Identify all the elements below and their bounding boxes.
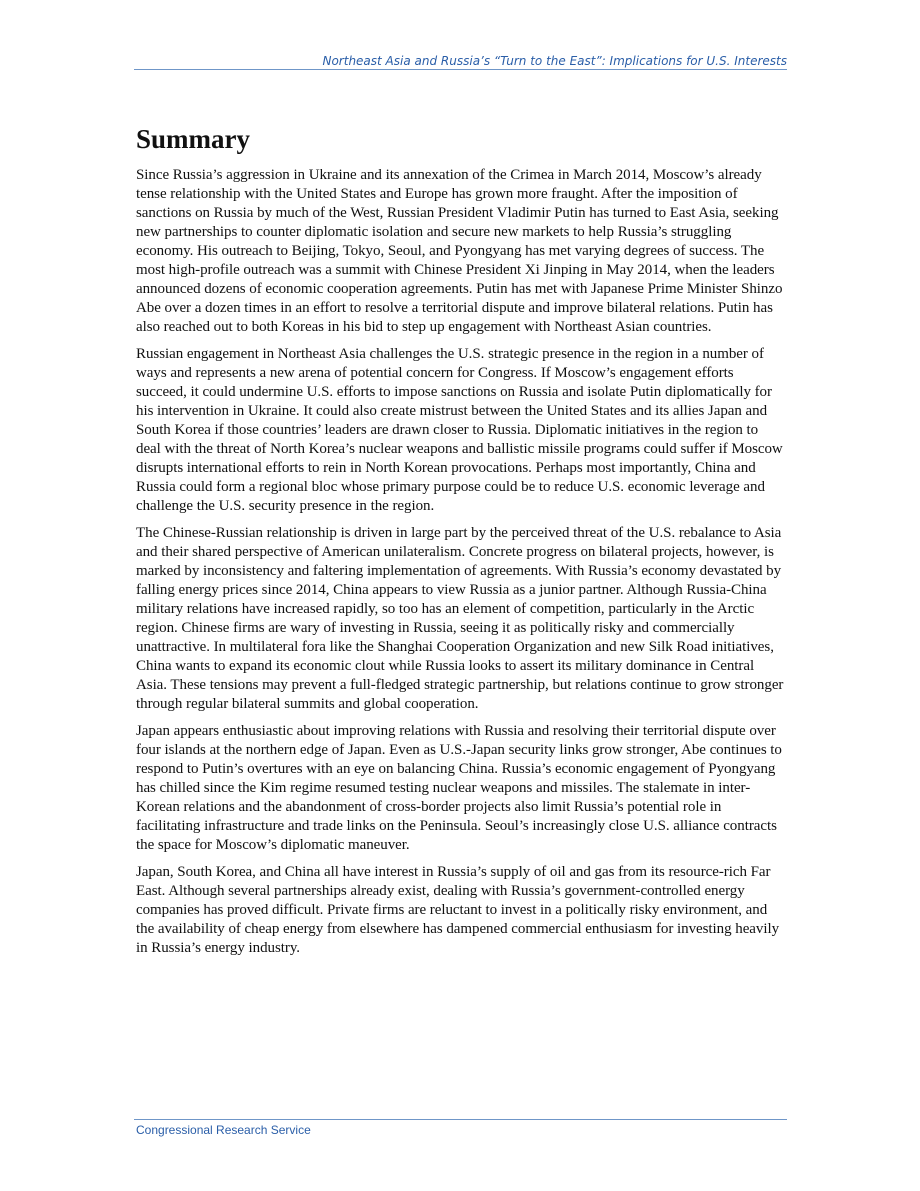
paragraph-4: Japan appears enthusiastic about improving relations with Russia and resolving their territorial dispute over four islands at the northern edge of Japan. Even as U.S.-Japan security links grow stronger, Abe continues to respond to Putin’s overtures with an eye on balancing China. Russia’s economic engagement of Pyongyang has chilled since the Kim regime resumed testing nuclear weapons and missiles. The stalemate in inter-Korean relations and the abandonment of cross-border projects also limit Russia’s potential role in facilitating infrastructure and trade links on the Peninsula. Seoul’s increasingly close U.S. alliance contracts the space for Moscow’s diplomatic maneuver. (136, 723, 782, 853)
header-rule (134, 69, 787, 70)
paragraph-3: The Chinese-Russian relationship is driven in large part by the perceived threat of the U.S. rebalance to Asia and their shared perspective of American unilateralism. Concrete progress on bilateral projects, however, is marked by inconsistency and faltering implementation of agreements. With Russia’s economy devastated by falling energy prices since 2014, China appears to view Russia as a junior partner. Although Russia-China military relations have increased rapidly, so too has an element of competition, particularly in the Arctic region. Chinese firms are wary of investing in Russia, seeing it as politically risky and commercially unattractive. In multilateral fora like the Shanghai Cooperation Organization and new Silk Road initiatives, China wants to expand its economic clout while Russia looks to assert its military dominance in Central Asia. These tensions may prevent a full-fledged strategic partnership, but relations continue to grow stronger through regular bilateral summits and global cooperation. (136, 525, 784, 712)
footer-rule (134, 1119, 787, 1120)
footer-organization: Congressional Research Service (136, 1123, 311, 1137)
paragraph-5: Japan, South Korea, and China all have interest in Russia’s supply of oil and gas from its resource-rich Far East. Although several partnerships already exist, dealing with Russia’s government-controlled energy companies has proved difficult. Private firms are reluctant to invest in a politically risky environment, and the availability of cheap energy from elsewhere has dampened commercial enthusiasm for investing heavily in Russia’s energy industry. (136, 864, 780, 956)
paragraph-1: Since Russia’s aggression in Ukraine and its annexation of the Crimea in March 2014, Moscow’s already tense relationship with the United States and Europe has grown more fraught. After the imposition of sanctions on Russia by much of the West, Russian President Vladimir Putin has turned to East Asia, seeking new partnerships to counter diplomatic isolation and secure new markets to help Russia’s struggling economy. His outreach to Beijing, Tokyo, Seoul, and Pyongyang has met varying degrees of success. The most high-profile outreach was a summit with Chinese President Xi Jinping in May 2014, when the leaders announced dozens of economic cooperation agreements. Putin has met with Japanese Prime Minister Shinzo Abe over a dozen times in an effort to resolve a territorial dispute and improve bilateral relations. Putin has also reached out to both Koreas in his bid to step up engagement with Northeast Asian countries. (136, 167, 783, 335)
document-body (136, 122, 786, 966)
section-title: Summary (136, 124, 250, 154)
paragraph-2: Russian engagement in Northeast Asia challenges the U.S. strategic presence in the region in a number of ways and represents a new arena of potential concern for Congress. If Moscow’s engagement efforts succeed, it could undermine U.S. efforts to impose sanctions on Russia and isolate Putin diplomatically for his intervention in Ukraine. It could also create mistrust between the United States and its allies Japan and South Korea if those countries’ leaders are drawn closer to Russia. Diplomatic initiatives in the region to deal with the threat of North Korea’s nuclear weapons and ballistic missile programs could suffer if Moscow disrupts international efforts to rein in North Korean provocations. Perhaps most importantly, China and Russia could form a regional bloc whose primary purpose could be to reduce U.S. economic leverage and challenge the U.S. security presence in the region. (136, 346, 783, 514)
running-header: Northeast Asia and Russia’s “Turn to the East”: Implications for U.S. Interests (322, 54, 787, 68)
